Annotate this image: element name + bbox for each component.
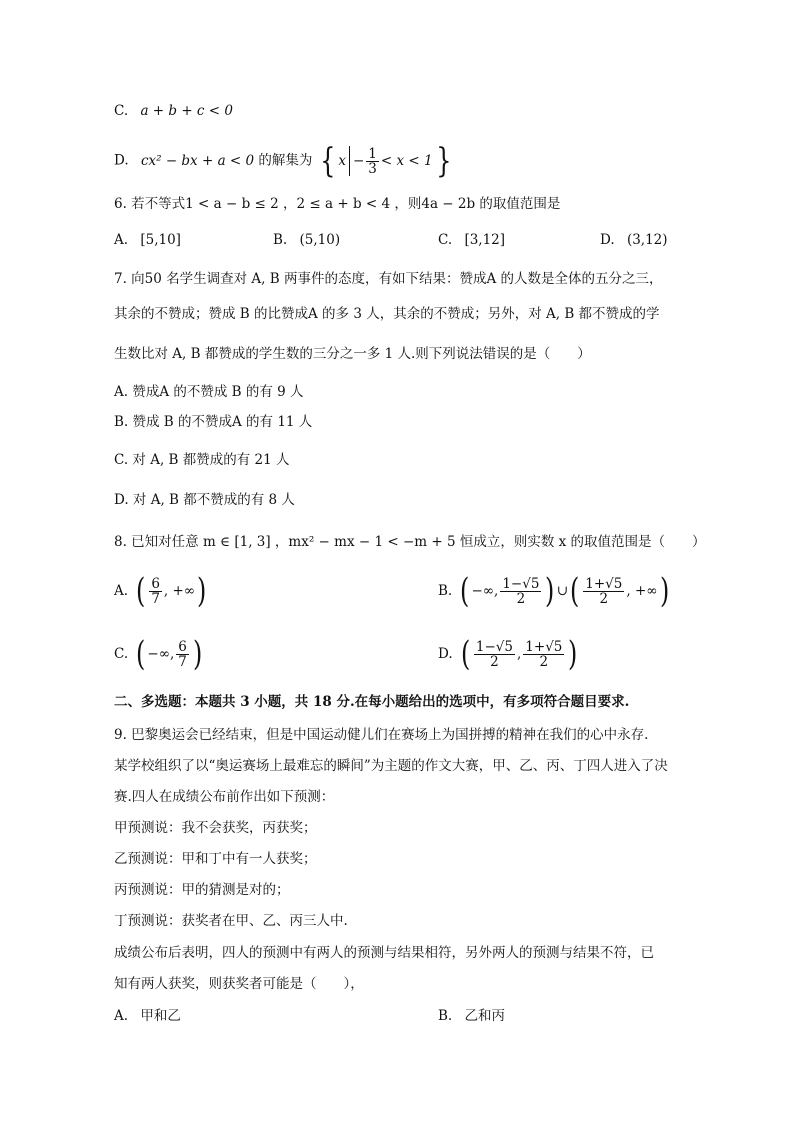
interval-rest: , +∞ — [626, 583, 658, 599]
frac-num: 1+√5 — [585, 575, 623, 592]
q7-option-c: C. 对 A, B 都赞成的有 21 人 — [114, 452, 290, 468]
option-letter: D. — [438, 646, 453, 662]
q7-stem-line-1: 7. 向50 名学生调查对 A, B 两事件的态度，有如下结果：赞成A 的人数是全体的五分之三， — [114, 271, 663, 287]
option-text: 甲和乙 — [140, 1008, 181, 1024]
right-paren: ) — [659, 571, 669, 611]
right-paren: ) — [192, 634, 203, 674]
fraction — [523, 640, 564, 669]
q7-option-b: B. 赞成 B 的不赞成A 的有 11 人 — [114, 414, 313, 430]
frac-den: 2 — [490, 653, 499, 670]
right-brace: } — [435, 141, 451, 181]
left-paren: ( — [460, 571, 470, 611]
q8-option-a — [114, 571, 208, 611]
interval-left: −∞, — [471, 583, 499, 599]
fraction — [583, 577, 624, 606]
q5-option-d — [114, 141, 454, 181]
section-title: 二、多选题：本题共 3 小题，共 18 分.在每小题给出的选项中，有多项符合题目要求. — [114, 694, 630, 710]
option-text: (5,10) — [299, 232, 341, 248]
option-letter: B. — [273, 232, 288, 248]
option-letter: A. — [114, 232, 129, 248]
frac-den: 2 — [539, 653, 549, 670]
q6-stem: 6. 若不等式1 < a − b ≤ 2 ，2 ≤ a + b < 4 ，则4a − 2b 的取值范围是 — [114, 196, 561, 212]
right-paren: ) — [197, 571, 207, 611]
left-paren: ( — [136, 634, 146, 674]
q7-stem-line-2: 其余的不赞成；赞成 B 的比赞成A 的多 3 人，其余的不赞成；另外，对 A, B 都不赞成的学 — [114, 306, 660, 322]
q9-line-5: 乙预测说：甲和丁中有一人获奖； — [114, 851, 317, 867]
frac-den: 2 — [516, 590, 526, 607]
fraction — [176, 640, 189, 669]
option-letter: C. — [114, 103, 129, 119]
set-bar — [349, 146, 350, 176]
set-neg: − — [352, 153, 365, 169]
option-text: [5,10] — [140, 232, 181, 248]
q6-option-b — [273, 231, 340, 249]
option-letter: D. — [600, 232, 615, 248]
option-suffix: 的解集为 — [258, 152, 313, 169]
q6-option-d — [600, 231, 668, 249]
frac-den: 7 — [151, 590, 160, 607]
option-text: a + b + c < 0 — [140, 103, 233, 119]
option-letter: C. — [438, 232, 453, 248]
q9-line-2: 某学校组织了以“奥运赛场上最难忘的瞬间”为主题的作文大赛，甲、乙、丙、丁四人进入了决 — [114, 758, 668, 774]
option-letter: A. — [114, 583, 129, 599]
left-brace: { — [319, 141, 336, 181]
right-paren: ) — [545, 571, 555, 611]
q8-option-b — [438, 571, 671, 611]
option-letter: B. — [438, 583, 453, 599]
option-text: 乙和丙 — [464, 1008, 506, 1024]
q8-option-c — [114, 634, 204, 674]
frac-num: 1−√5 — [502, 575, 540, 592]
fraction — [366, 147, 379, 176]
option-text: [3,12] — [464, 232, 506, 248]
union-symbol: ∪ — [556, 583, 569, 599]
q7-option-a: A. 赞成A 的不赞成 B 的有 9 人 — [114, 384, 304, 400]
left-paren: ( — [136, 571, 146, 611]
option-letter: C. — [114, 646, 129, 662]
q9-option-a — [114, 1007, 181, 1025]
frac-den: 2 — [599, 590, 609, 607]
frac-num: 1+√5 — [525, 638, 563, 655]
q7-stem-line-3: 生数比对 A, B 都赞成的学生数的三分之一多 1 人.则下列说法错误的是（ ） — [114, 346, 591, 362]
frac-num: 1 — [368, 145, 377, 162]
option-expr: cx² − bx + a < 0 — [140, 152, 255, 169]
option-letter: A. — [114, 1008, 129, 1024]
q8-option-d: D. ( $\frac{1-√5}{2}$ , $\frac{1+√5}{2}$ ) — [438, 634, 578, 674]
q9-line-7: 丁预测说：获奖者在甲、乙、丙三人中. — [114, 913, 348, 929]
fraction — [474, 640, 515, 669]
solution-set — [317, 141, 455, 181]
set-variable: x — [338, 153, 346, 169]
fraction — [500, 577, 541, 606]
q6-option-a — [114, 231, 181, 249]
left-paren: ( — [570, 571, 580, 611]
q8-stem: 8. 已知对任意 m ∈ [1, 3] ，mx² − mx − 1 < −m + 5 恒成立，则实数 x 的取值范围是（ ） — [114, 534, 706, 550]
q9-line-4: 甲预测说：我不会获奖，丙获奖； — [114, 820, 317, 836]
option-text: (3,12) — [626, 232, 668, 248]
set-right: < x < 1 — [380, 153, 433, 169]
q6-option-c — [438, 231, 505, 249]
option-letter: D. — [114, 152, 129, 169]
option-letter: B. — [438, 1008, 453, 1024]
fraction — [149, 577, 162, 606]
frac-num: 1−√5 — [475, 638, 513, 655]
frac-den: 7 — [178, 653, 187, 670]
q9-option-b — [438, 1007, 505, 1025]
interval-rest: , +∞ — [163, 583, 196, 599]
left-paren: ( — [460, 634, 470, 674]
q9-line-3: 赛.四人在成绩公布前作出如下预测： — [114, 789, 335, 805]
frac-num: 6 — [178, 638, 187, 655]
frac-den: 3 — [368, 160, 377, 177]
frac-num: 6 — [151, 575, 160, 592]
q5-option-c — [114, 102, 233, 120]
q7-option-d: D. 对 A, B 都不赞成的有 8 人 — [114, 492, 295, 508]
q9-line-9: 知有两人获奖，则获奖者可能是（ ）， — [114, 976, 364, 992]
q9-line-8: 成绩公布后表明，四人的预测中有两人的预测与结果相符，另外两人的预测与结果不符，已 — [114, 945, 654, 961]
right-paren: ) — [568, 634, 578, 674]
q9-line-1: 9. 巴黎奥运会已经结束，但是中国运动健儿们在赛场上为国拼搏的精神在我们的心中永存. — [114, 727, 649, 743]
q9-line-6: 丙预测说：甲的猜测是对的； — [114, 882, 290, 898]
interval-left: −∞, — [147, 646, 175, 662]
